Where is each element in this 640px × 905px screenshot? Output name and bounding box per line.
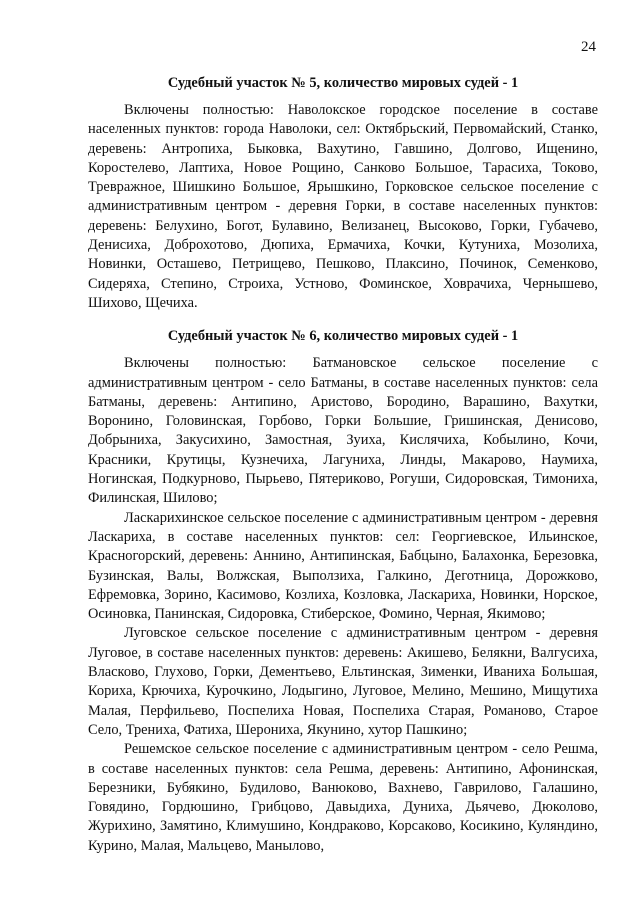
- section-court-district-6: [88, 327, 598, 856]
- paragraph: Решемское сельское поселение с административным центром - село Решма, в составе населенных пунктов: села Решма, деревень: Антипино, Афонинская, Березники, Бубякино, Будилово, Ванюково, Вахнево, Гаврилово, Галашино, Говядино, Гордюшино, Грибцово, Давыдиха, Дуниха, Дьячево, Дюколово, Журихино, Замятино, Климушино, Кондраково, Корсаково, Косикино, Куляндино, Курино, Малая, Мальцево, Манылово,: [88, 741, 598, 854]
- section-title: Судебный участок № 5, количество мировых судей - 1: [167, 75, 519, 91]
- section-court-district-5: [88, 74, 598, 313]
- paragraph: Включены полностью: Батмановское сельское поселение с административным центром - село Батманы, в составе населенных пунктов: села Батманы, деревень: Антипино, Аристово, Бородино, Варашино, Вахутки, Воронино, Головинская, Горбово, Горки Большие, Гришинская, Денисово, Добрыниха, Закусихино, Замостная, Зуиха, Кислячиха, Кобылино, Кочи, Красники, Крутицы, Кузнечиха, Лагуниха, Линды, Макарово, Наумиха, Ногинская, Подкурново, Пырьево, Пятериково, Рогуши, Сидоровская, Тимониха, Филинская, Шилово;: [88, 355, 598, 507]
- paragraph: Включены полностью: Наволокское городское поселение в составе населенных пунктов: города Наволоки, сел: Октябрьский, Первомайский, Станко, деревень: Антропиха, Быковка, Вахутино, Гавшино, Долгово, Ищенино, Коростелево, Лаптиха, Новое Рощино, Санково Большое, Тарасиха, Токово, Тревражное, Шишкино Большое, Ярышкино, Горковское сельское поселение с административным центром - деревня Горки, в составе населенных пунктов: деревень: Белухино, Богот, Булавино, Велизанец, Высоково, Горки, Губачево, Денисиха, Доброхотово, Дюпиха, Ермачиха, Кочки, Кутуниха, Мозолиха, Новинки, Осташево, Петрищево, Пешково, Плаксино, Починок, Семенково, Сидеряха, Степино, Строиха, Устново, Фоминское, Ховрачиха, Чернышево, Шихово, Щечиха.: [88, 102, 598, 311]
- paragraph: Луговское сельское поселение с административным центром - деревня Луговое, в составе населенных пунктов: деревень: Акишево, Белякни, Валгусиха, Власково, Глухово, Горки, Дементьево, Ельтинская, Зименки, Иваниха Большая, Кориха, Крючиха, Курочкино, Лодыгино, Луговое, Мелино, Мешино, Мищутиха Малая, Перфильево, Поспелиха Новая, Поспелиха Старая, Романово, Старое Село, Трениха, Фатиха, Шерониха, Якунино, хутор Пашкино;: [88, 625, 598, 738]
- paragraph: Ласкарихинское сельское поселение с административным центром - деревня Ласкариха, в составе населенных пунктов: сел: Георгиевское, Ильинское, Красногорский, деревень: Аннино, Антипинская, Бабцыно, Балахонка, Березовка, Бузинская, Валы, Волжская, Выползиха, Галкино, Деготница, Дорожково, Ефремовка, Зорино, Касимово, Козлиха, Козловка, Ласкариха, Новинки, Норское, Осиновка, Панинская, Сидоровка, Стиберское, Фомино, Черная, Якимово;: [88, 509, 598, 623]
- document-body: [88, 74, 598, 856]
- page-number: 24: [581, 39, 596, 55]
- section-title: Судебный участок № 6, количество мировых судей - 1: [167, 328, 519, 345]
- section-gap: [88, 313, 598, 327]
